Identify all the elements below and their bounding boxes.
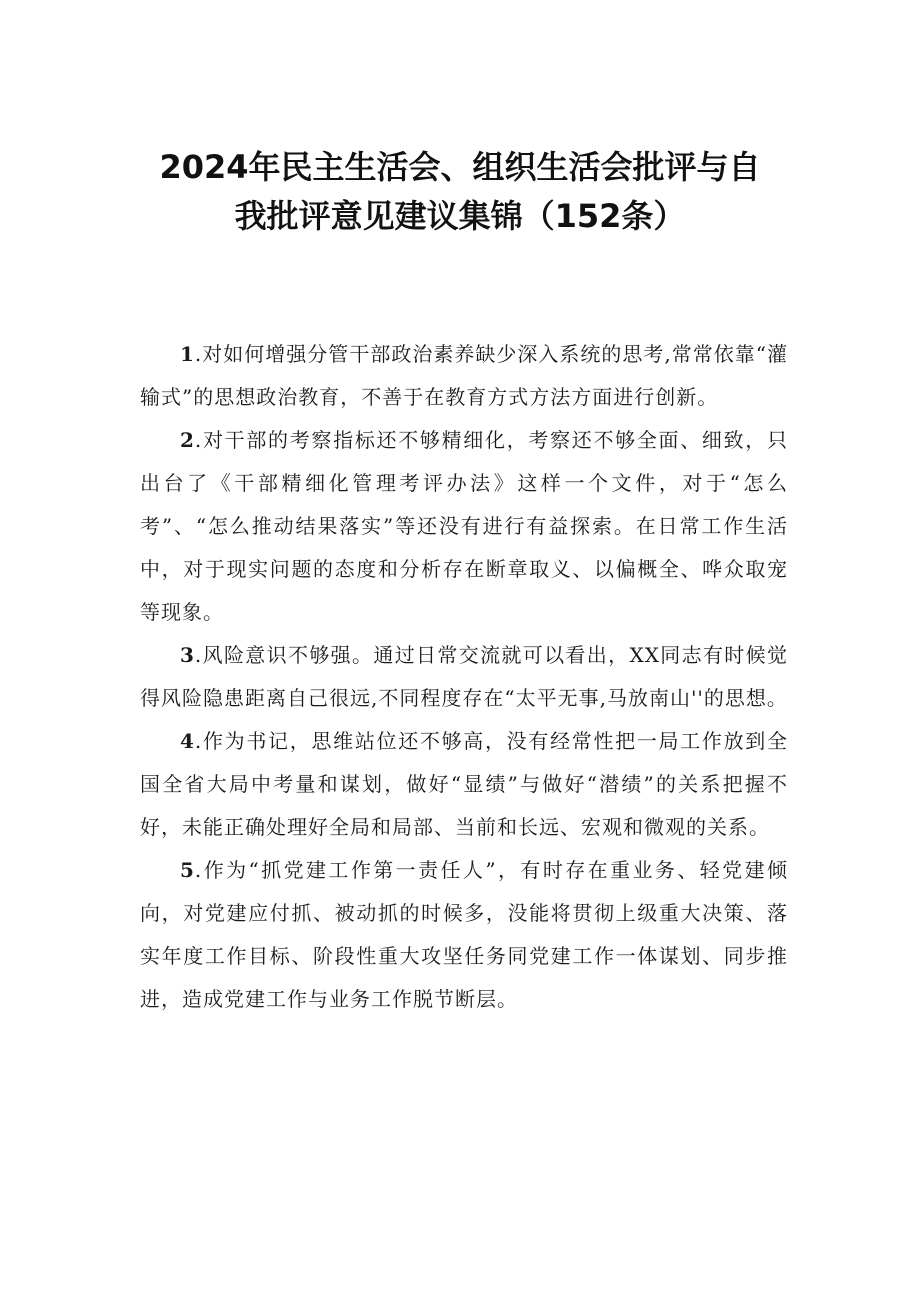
document-title-line-2: 我批评意见建议集锦（152条） bbox=[234, 197, 686, 235]
paragraph-1 bbox=[140, 333, 788, 419]
document-body bbox=[140, 333, 788, 1021]
paragraph-text: .作为书记，思维站位还不够高，没有经常性把一局工作放到全国全省大局中考量和谋划，做好“显绩”与做好“潜绩”的关系把握不好，未能正确处理好全局和局部、当前和长远、宏观和微观的关系。 bbox=[140, 729, 788, 839]
paragraph-2 bbox=[140, 419, 788, 634]
document-title-line-1: 2024年民主生活会、组织生活会批评与自 bbox=[159, 148, 761, 186]
paragraph-number: 2 bbox=[180, 428, 195, 452]
paragraph-text: .作为“抓党建工作第一责任人”，有时存在重业务、轻党建倾向，对党建应付抓、被动抓的时候多，没能将贯彻上级重大决策、落实年度工作目标、阶段性重大攻坚任务同党建工作一体谋划、同步推进，造成党建工作与业务工作脱节断层。 bbox=[140, 858, 788, 1011]
paragraph-text: .风险意识不够强。通过日常交流就可以看出，XX同志有时候觉得风险隐患距离自己很远,不同程度存在“太平无事,马放南山''的思想。 bbox=[140, 643, 788, 710]
paragraph-3 bbox=[140, 634, 788, 720]
paragraph-number: 4 bbox=[180, 729, 195, 753]
paragraph-text: .对如何增强分管干部政治素养缺少深入系统的思考,常常依靠“灌输式”的思想政治教育，不善于在教育方式方法方面进行创新。 bbox=[140, 342, 788, 409]
paragraph-number: 3 bbox=[180, 643, 195, 667]
paragraph-number: 5 bbox=[180, 858, 195, 882]
paragraph-text: .对干部的考察指标还不够精细化，考察还不够全面、细致，只出台了《干部精细化管理考评办法》这样一个文件，对于“怎么考”、“怎么推动结果落实”等还没有进行有益探索。在日常工作生活中，对于现实问题的态度和分析存在断章取义、以偏概全、哗众取宠等现象。 bbox=[140, 428, 788, 624]
paragraph-4 bbox=[140, 720, 788, 849]
paragraph-number: 1 bbox=[180, 342, 195, 366]
paragraph-5 bbox=[140, 849, 788, 1021]
